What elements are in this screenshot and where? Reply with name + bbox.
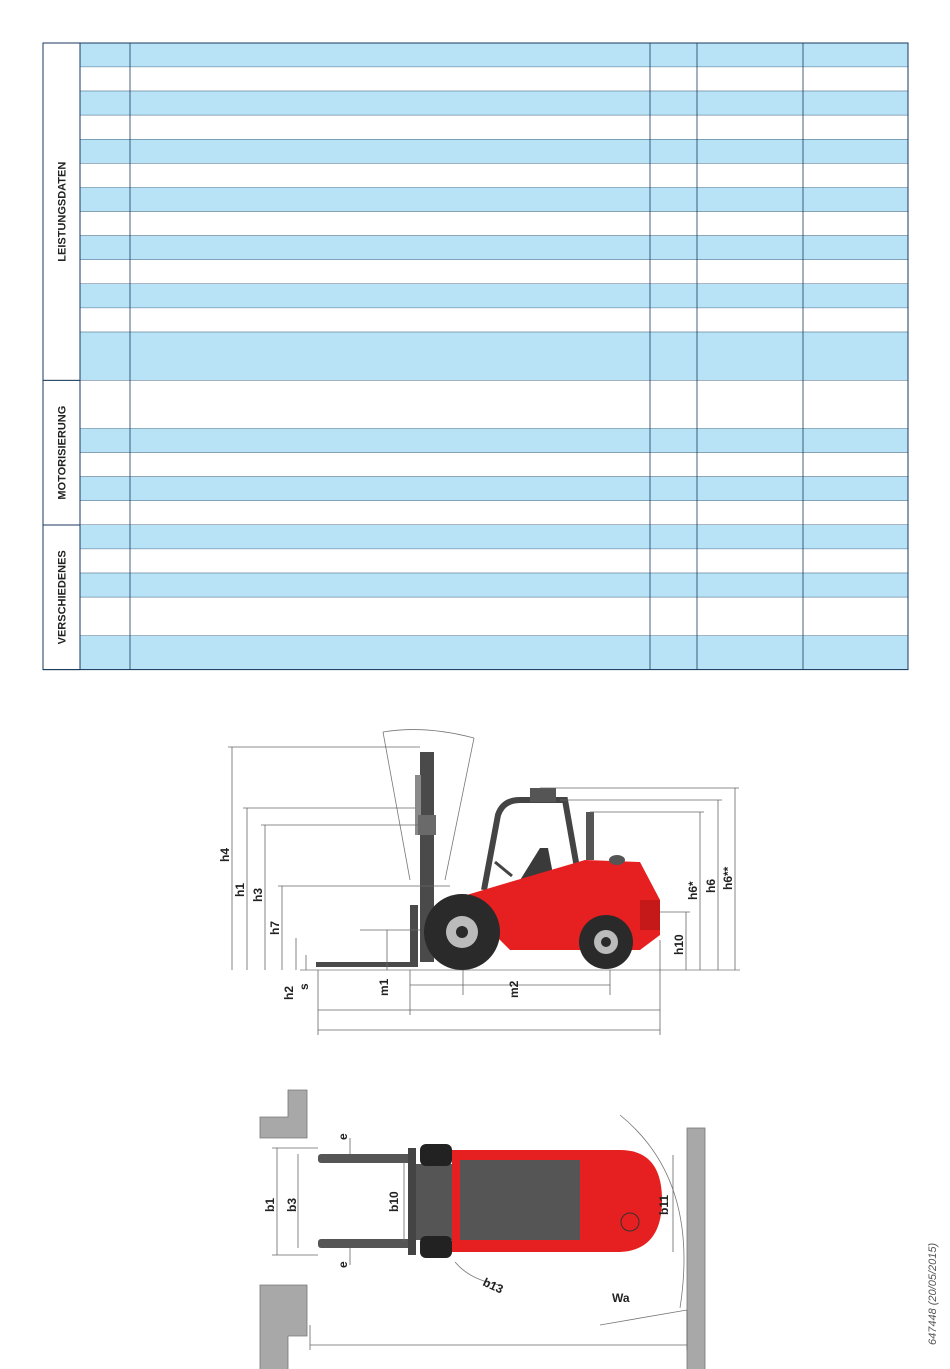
dim-label: b3 — [285, 1197, 299, 1212]
dim-label: h1 — [233, 882, 247, 897]
dim-label: Wa — [612, 1291, 630, 1305]
section-label: VERSCHIEDENES — [56, 550, 69, 645]
aisle-wall — [260, 1285, 307, 1369]
aisle-wall — [687, 1128, 705, 1369]
aisle-wall — [260, 1090, 307, 1138]
dim-label: b1 — [263, 1197, 277, 1212]
dim-label: h6* — [686, 881, 700, 900]
dim-label: h2 — [282, 985, 296, 1000]
section-label: LEISTUNGSDATEN — [56, 161, 69, 262]
top-view-diagram — [260, 1090, 705, 1369]
dim-label: h10 — [672, 934, 686, 955]
dim-label: e — [336, 1261, 350, 1268]
side-view-diagram — [218, 730, 740, 1035]
document-code: 647448 (20/05/2015) — [927, 1242, 939, 1345]
dim-label: m2 — [507, 980, 521, 998]
dim-label: h7 — [268, 920, 282, 935]
dim-label: h6 — [704, 878, 718, 893]
fork-carriage — [410, 905, 418, 967]
dim-label: b13 — [480, 1275, 506, 1297]
dim-label: h6** — [721, 866, 735, 890]
forks — [316, 962, 416, 967]
dim-label: b11 — [657, 1194, 671, 1215]
dim-label: m1 — [377, 978, 391, 996]
dim-label: b10 — [387, 1191, 401, 1212]
section-label: MOTORISIERUNG — [56, 405, 69, 500]
dim-label: h3 — [251, 887, 265, 902]
dim-label: s — [297, 983, 311, 990]
dim-label: h4 — [218, 847, 232, 862]
dim-label: e — [336, 1133, 350, 1140]
